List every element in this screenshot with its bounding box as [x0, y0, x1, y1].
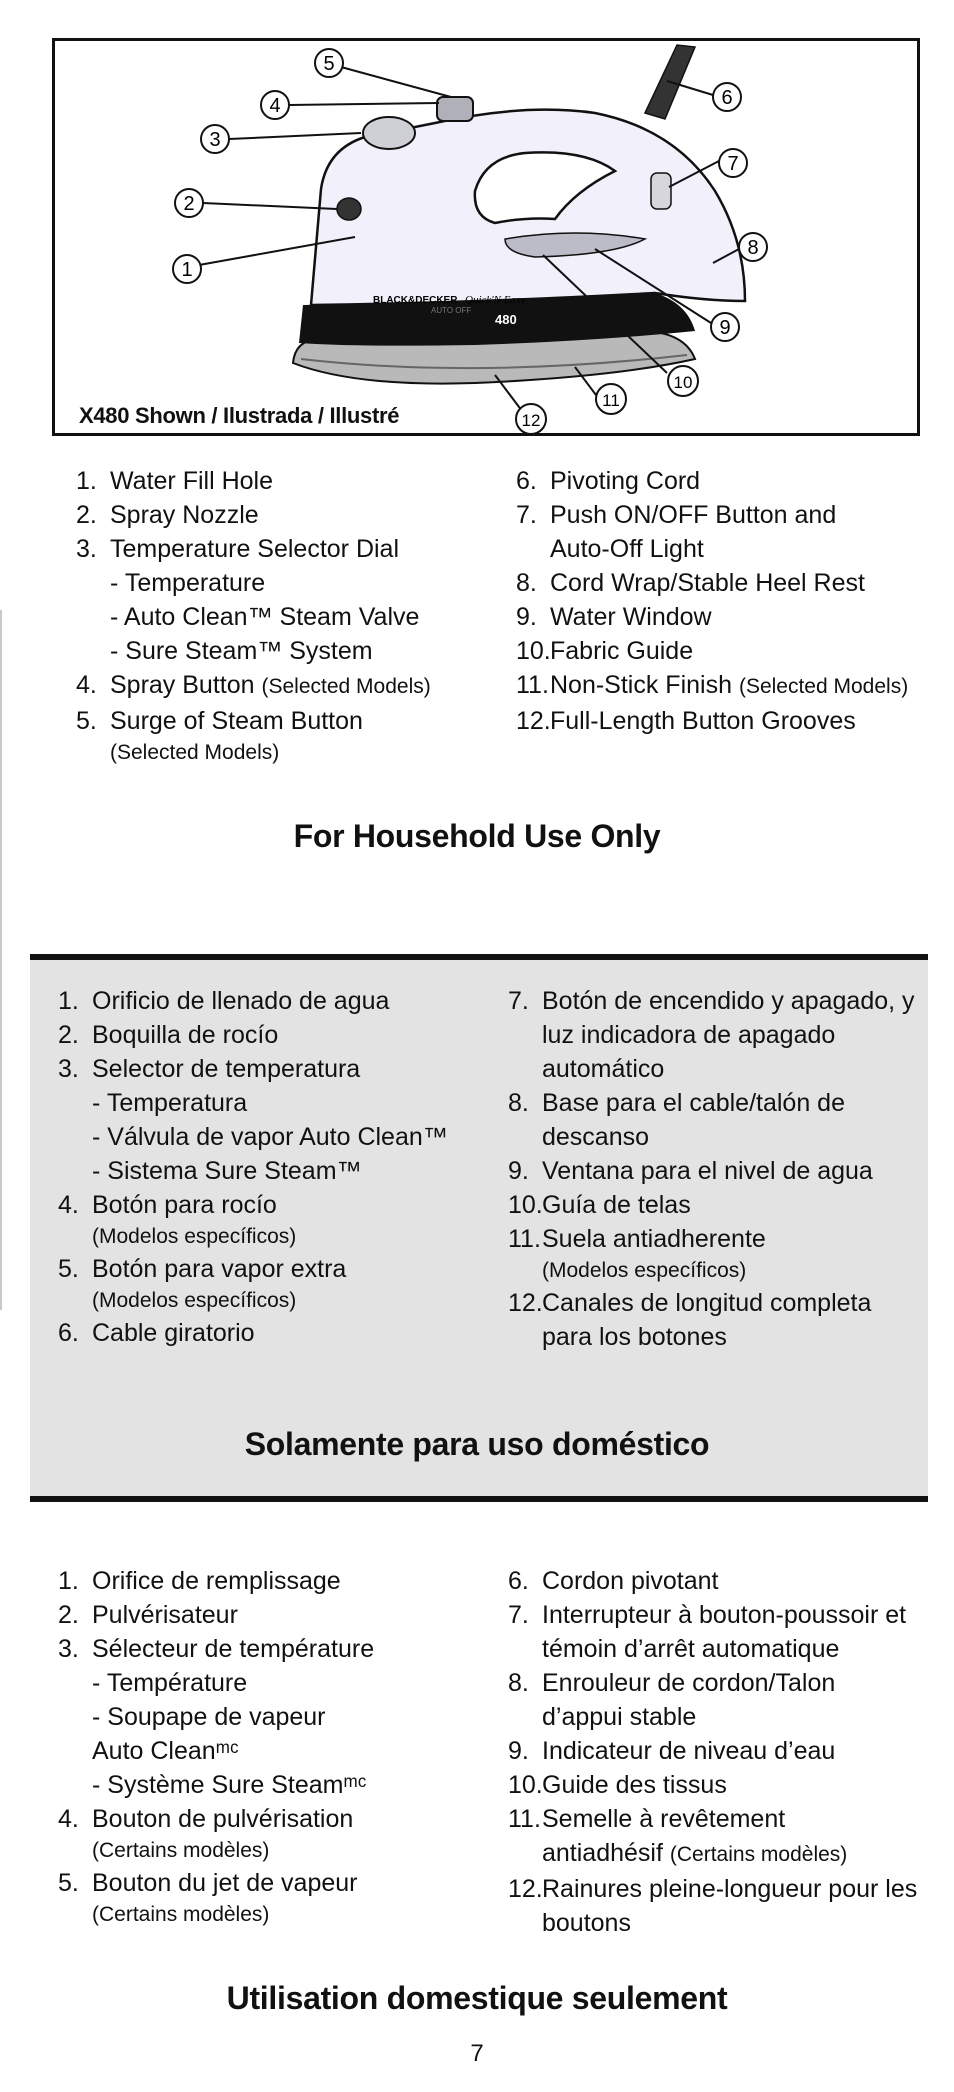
callout-6 — [713, 83, 741, 111]
list-item — [508, 1564, 928, 1598]
item-label: Boquilla de rocío — [92, 1021, 279, 1049]
item-number: 6. — [516, 467, 537, 495]
item-sub: Auto Cleanᵐᶜ — [92, 1737, 239, 1765]
item-number: 12. — [516, 707, 551, 735]
list-item — [508, 1734, 928, 1768]
item-label: Surge of Steam Button — [110, 707, 363, 735]
svg-text:12: 12 — [521, 411, 541, 430]
english-parts-list-right — [516, 464, 936, 738]
item-number: 7. — [508, 1601, 529, 1629]
item-number: 6. — [508, 1567, 529, 1595]
item-note: (Selected Models) — [261, 675, 431, 698]
list-item — [508, 1188, 928, 1222]
item-number: 9. — [516, 603, 537, 631]
item-note: (Selected Models) — [110, 741, 280, 764]
item-note: (Modelos específicos) — [92, 1225, 297, 1248]
item-label: Water Window — [550, 603, 712, 631]
svg-text:3: 3 — [209, 129, 221, 151]
spanish-parts-list-right — [508, 984, 928, 1354]
item-label: Botón de encendido y apagado, y — [542, 987, 915, 1015]
item-note: (Certains modèles) — [669, 1843, 848, 1866]
temperature-dial — [363, 117, 415, 149]
item-sub: - Sistema Sure Steam™ — [92, 1157, 362, 1185]
list-item — [58, 1052, 508, 1188]
item-number: 1. — [58, 987, 79, 1015]
svg-text:5: 5 — [323, 53, 335, 75]
list-item — [516, 498, 936, 566]
item-number: 8. — [508, 1669, 529, 1697]
item-number: 1. — [58, 1567, 79, 1595]
item-label: Ventana para el nivel de agua — [542, 1157, 873, 1185]
english-heading: For Household Use Only — [293, 818, 661, 854]
callout-12 — [516, 404, 546, 433]
item-number: 8. — [508, 1089, 529, 1117]
spanish-heading: Solamente para uso doméstico — [244, 1426, 710, 1462]
svg-text:2: 2 — [183, 193, 195, 215]
french-parts-list-right — [508, 1564, 928, 1940]
list-item — [516, 668, 936, 704]
list-item — [508, 1154, 928, 1188]
model-label: 480 — [495, 312, 517, 327]
item-note: (Certains modèles) — [92, 1903, 270, 1926]
iron-illustration — [55, 41, 917, 433]
item-number: 5. — [76, 707, 97, 735]
callout-8 — [739, 233, 767, 261]
svg-text:11: 11 — [602, 391, 620, 410]
item-label: Base para el cable/talón de — [542, 1089, 845, 1117]
list-item — [508, 1802, 928, 1872]
list-item — [58, 1564, 508, 1598]
item-continuation: luz indicadora de apagado — [542, 1021, 836, 1049]
item-number: 8. — [516, 569, 537, 597]
list-item — [516, 600, 936, 634]
item-label: Orifice de remplissage — [92, 1567, 341, 1595]
callout-7 — [719, 149, 747, 177]
list-item — [76, 704, 516, 768]
callout-11 — [596, 384, 626, 414]
item-number: 3. — [58, 1055, 79, 1083]
item-number: 10. — [508, 1191, 543, 1219]
list-item — [58, 1188, 508, 1252]
on-off-button — [651, 173, 671, 209]
list-item — [58, 1018, 508, 1052]
item-number: 11. — [508, 1225, 541, 1253]
callout-10 — [668, 366, 698, 396]
page-number: 7 — [470, 2040, 484, 2067]
item-label: Interrupteur à bouton-poussoir et — [542, 1601, 907, 1629]
item-label: Enrouleur de cordon/Talon — [542, 1669, 836, 1697]
item-number: 11. — [508, 1805, 541, 1833]
item-sub: - Temperature — [110, 569, 266, 597]
svg-text:7: 7 — [727, 153, 739, 175]
item-number: 12. — [508, 1875, 543, 1903]
list-item — [58, 984, 508, 1018]
list-item — [508, 1222, 928, 1286]
item-sub: - Système Sure Steamᵐᶜ — [92, 1771, 367, 1799]
item-label: Orificio de llenado de agua — [92, 987, 390, 1015]
item-sub: - Soupape de vapeur — [92, 1703, 326, 1731]
svg-text:4: 4 — [269, 95, 281, 117]
item-label: Cord Wrap/Stable Heel Rest — [550, 569, 865, 597]
item-number: 6. — [58, 1319, 79, 1347]
item-label: Temperature Selector Dial — [110, 535, 400, 563]
item-number: 5. — [58, 1869, 79, 1897]
item-label: Bouton de pulvérisation — [92, 1805, 354, 1833]
surge-button — [437, 97, 473, 121]
item-label: Pulvérisateur — [92, 1601, 238, 1629]
list-item — [508, 984, 928, 1086]
item-number: 7. — [508, 987, 529, 1015]
item-number: 10. — [516, 637, 551, 665]
item-number: 2. — [58, 1601, 79, 1629]
french-parts-list-left — [58, 1564, 508, 1930]
svg-text:1: 1 — [181, 259, 193, 281]
product-label: Quick'N Easy — [465, 294, 526, 306]
iron-diagram — [52, 38, 920, 436]
item-sub: - Válvula de vapor Auto Clean™ — [92, 1123, 448, 1151]
list-item — [58, 1866, 508, 1930]
list-item — [508, 1598, 928, 1666]
item-number: 2. — [58, 1021, 79, 1049]
item-number: 5. — [58, 1255, 79, 1283]
callout-3 — [201, 125, 229, 153]
svg-text:8: 8 — [747, 237, 759, 259]
item-label: Guide des tissus — [542, 1771, 727, 1799]
item-note: (Modelos específicos) — [92, 1289, 297, 1312]
item-label: Push ON/OFF Button and — [550, 501, 837, 529]
item-label: Non-Stick Finish — [550, 671, 732, 699]
item-sub: - Auto Clean™ Steam Valve — [110, 603, 420, 631]
item-label: Cordon pivotant — [542, 1567, 719, 1595]
diagram-caption: X480 Shown / Ilustrada / Illustré — [79, 403, 400, 428]
callout-2 — [175, 189, 203, 217]
english-parts-list-left — [76, 464, 516, 768]
item-continuation: d’appui stable — [542, 1703, 697, 1731]
item-number: 11. — [516, 671, 549, 699]
list-item — [58, 1598, 508, 1632]
item-continuation: Auto-Off Light — [550, 535, 704, 563]
item-number: 9. — [508, 1737, 529, 1765]
item-label: Fabric Guide — [550, 637, 694, 665]
item-label: Botón para rocío — [92, 1191, 277, 1219]
item-continuation: para los botones — [542, 1323, 727, 1351]
list-item — [508, 1768, 928, 1802]
list-item — [508, 1666, 928, 1734]
list-item — [76, 498, 516, 532]
spanish-parts-list-left — [58, 984, 508, 1350]
item-label: Rainures pleine-longueur pour les — [542, 1875, 918, 1903]
item-label: Full-Length Button Grooves — [550, 707, 856, 735]
callout-1 — [173, 255, 201, 283]
item-number: 12. — [508, 1289, 543, 1317]
item-sub: - Sure Steam™ System — [110, 637, 373, 665]
auto-off-label: AUTO OFF — [431, 306, 472, 315]
list-item — [76, 668, 516, 704]
brand-label: BLACK&DECKER — [373, 295, 458, 306]
item-number: 3. — [58, 1635, 79, 1663]
list-item — [516, 634, 936, 668]
callout-4 — [261, 91, 289, 119]
item-label: Spray Button — [110, 671, 255, 699]
item-continuation: antiadhésif — [542, 1839, 663, 1867]
item-note: (Selected Models) — [738, 675, 909, 698]
item-label: Spray Nozzle — [110, 501, 259, 529]
item-continuation: boutons — [542, 1909, 631, 1937]
item-label: Semelle à revêtement — [542, 1805, 786, 1833]
list-item — [58, 1252, 508, 1316]
list-item — [76, 532, 516, 668]
item-continuation-line — [508, 1836, 928, 1872]
item-label: Indicateur de niveau d’eau — [542, 1737, 836, 1765]
item-continuation: automático — [542, 1055, 665, 1083]
item-sub: - Température — [92, 1669, 248, 1697]
french-heading: Utilisation domestique seulement — [226, 1980, 728, 2016]
item-number: 4. — [76, 671, 97, 699]
item-number: 4. — [58, 1805, 79, 1833]
item-label: Pivoting Cord — [550, 467, 701, 495]
svg-text:9: 9 — [719, 317, 731, 339]
item-number: 3. — [76, 535, 97, 563]
item-note: (Certains modèles) — [92, 1839, 270, 1862]
callout-9 — [711, 313, 739, 341]
item-continuation: descanso — [542, 1123, 650, 1151]
list-item — [508, 1872, 928, 1940]
item-label: Canales de longitud completa — [542, 1289, 872, 1317]
list-item — [508, 1086, 928, 1154]
item-number: 4. — [58, 1191, 79, 1219]
list-item — [58, 1802, 508, 1866]
scan-edge-mark — [0, 610, 2, 1310]
svg-text:6: 6 — [721, 87, 733, 109]
item-number: 10. — [508, 1771, 543, 1799]
item-label: Selector de temperatura — [92, 1055, 361, 1083]
item-number: 2. — [76, 501, 97, 529]
item-number: 9. — [508, 1157, 529, 1185]
item-number: 7. — [516, 501, 537, 529]
item-label: Sélecteur de température — [92, 1635, 375, 1663]
callout-5 — [315, 49, 343, 77]
item-note: (Modelos específicos) — [542, 1259, 747, 1282]
item-label: Guía de telas — [542, 1191, 691, 1219]
list-item — [58, 1632, 508, 1802]
item-label: Cable giratorio — [92, 1319, 255, 1347]
item-sub: - Temperatura — [92, 1089, 248, 1117]
list-item — [508, 1286, 928, 1354]
item-label: Water Fill Hole — [110, 467, 273, 495]
list-item — [516, 704, 936, 738]
list-item — [76, 464, 516, 498]
item-label: Botón para vapor extra — [92, 1255, 347, 1283]
list-item — [58, 1316, 508, 1350]
svg-text:10: 10 — [673, 373, 693, 392]
spray-nozzle — [337, 198, 361, 220]
list-item — [516, 566, 936, 600]
list-item — [516, 464, 936, 498]
item-label: Bouton du jet de vapeur — [92, 1869, 358, 1897]
item-label: Suela antiadherente — [542, 1225, 766, 1253]
item-number: 1. — [76, 467, 97, 495]
item-continuation: témoin d’arrêt automatique — [542, 1635, 840, 1663]
